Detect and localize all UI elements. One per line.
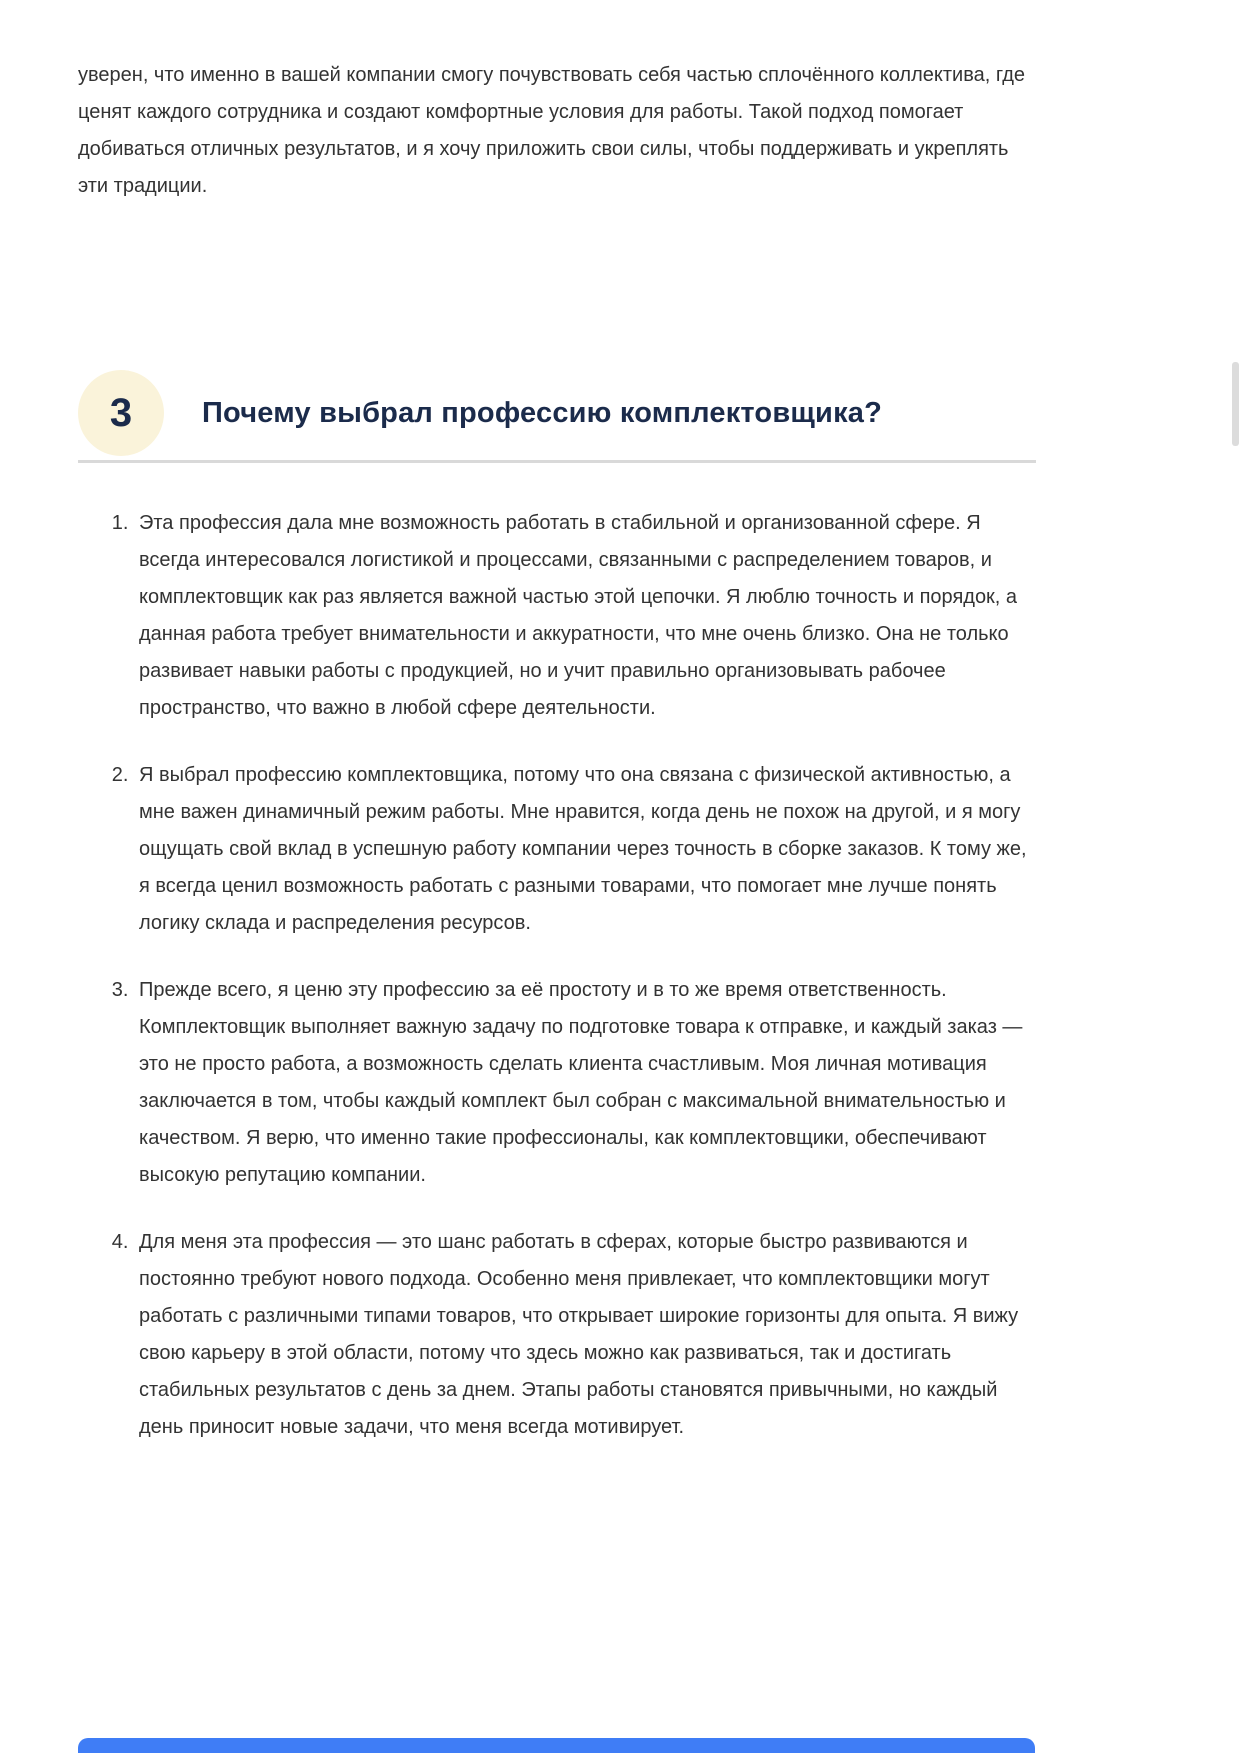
answer-text: Эта профессия дала мне возможность работать в стабильной и организованной сфере. Я всегда интересовался логистикой и процессами, связанными с распределением товаров, и комплектовщик как раз является важной частью этой цепочки. Я люблю точность и порядок, а данная работа требует внимательности и аккуратности, что мне очень близко. Она не только развивает навыки работы с продукцией, но и учит правильно организовывать рабочее пространство, что важно в любой сфере деятельности. xyxy=(139,512,1018,719)
list-item xyxy=(134,1224,1036,1446)
answer-text: Для меня эта профессия — это шанс работать в сферах, которые быстро развиваются и постоянно требуют нового подхода. Особенно меня привлекает, что комплектовщики могут работать с различными типами товаров, что открывает широкие горизонты для опыта. Я вижу свою карьеру в этой области, потому что здесь можно как развиваться, так и достигать стабильных результатов с день за днем. Этапы работы становятся привычными, но каждый день приносит новые задачи, что меня всегда мотивирует. xyxy=(139,1231,1019,1438)
section-header xyxy=(78,370,1036,456)
list-item xyxy=(134,757,1036,942)
section-number: 3 xyxy=(109,391,133,435)
intro-paragraph: уверен, что именно в вашей компании смогу почувствовать себя частью сплочённого коллектива, где ценят каждого сотрудника и создают комфортные условия для работы. Такой подход помогает добиваться отличных результатов, и я хочу приложить свои силы, чтобы поддерживать и укреплять эти традиции. xyxy=(78,64,1026,197)
section-number-badge xyxy=(78,370,164,456)
list-item xyxy=(134,972,1036,1194)
list-item xyxy=(134,505,1036,727)
callout-accent-bar xyxy=(78,1738,1035,1753)
document-page xyxy=(78,0,1036,1446)
section-title: Почему выбрал профессию комплектовщика? xyxy=(202,396,883,429)
answer-text: Прежде всего, я ценю эту профессию за её простоту и в то же время ответственность. Комплектовщик выполняет важную задачу по подготовке товара к отправке, и каждый заказ — это не просто работа, а возможность сделать клиента счастливым. Моя личная мотивация заключается в том, чтобы каждый комплект был собран с максимальной внимательностью и качеством. Я верю, что именно такие профессионалы, как комплектовщики, обеспечивают высокую репутацию компании. xyxy=(139,979,1023,1186)
answer-list xyxy=(78,505,1036,1446)
scrollbar-thumb[interactable] xyxy=(1232,362,1239,446)
section-divider xyxy=(78,460,1036,463)
answer-text: Я выбрал профессию комплектовщика, потому что она связана с физической активностью, а мне важен динамичный режим работы. Мне нравится, когда день не похож на другой, и я могу ощущать свой вклад в успешную работу компании через точность в сборке заказов. К тому же, я всегда ценил возможность работать с разными товарами, что помогает мне лучше понять логику склада и распределения ресурсов. xyxy=(139,764,1027,934)
